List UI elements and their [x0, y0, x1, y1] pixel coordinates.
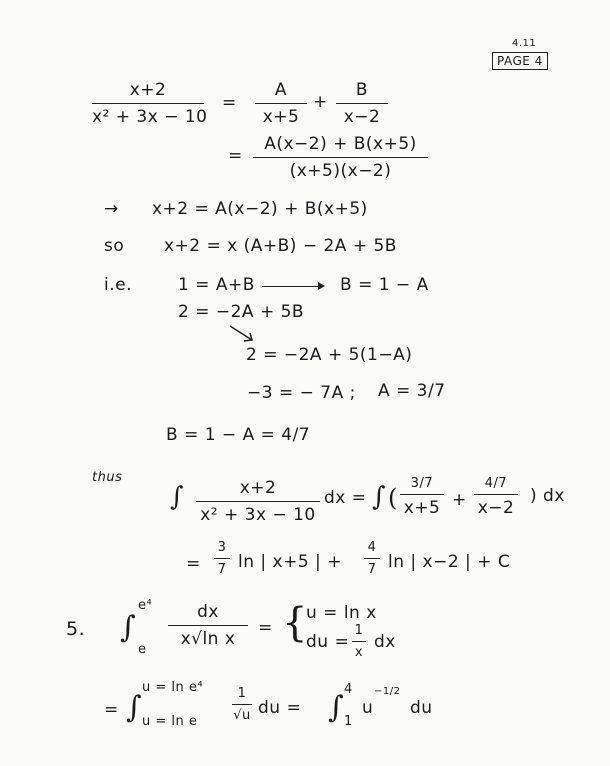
fraction-bar [196, 501, 320, 502]
eq1-b-fraction [336, 80, 388, 127]
so-label: so [104, 236, 125, 256]
eq1-lhs-denominator: x² + 3x − 10 [92, 107, 208, 127]
eq2-fraction [253, 134, 428, 181]
thus-frac2 [474, 476, 518, 518]
eq5-line2: 2 = −2A + 5B [178, 302, 305, 322]
prob5-fraction [168, 602, 248, 649]
arrow-head [318, 282, 325, 290]
eq2-equals: = [228, 146, 243, 166]
eq7-text: B = 1 − A = 4/7 [166, 425, 311, 445]
thus-frac2-numerator: 4/7 [484, 476, 508, 491]
integral-sign: ∫ [126, 690, 143, 725]
final-denominator: √u [233, 708, 251, 723]
result-coef2 [364, 540, 380, 577]
prob5-upper-limit: e⁴ [138, 598, 153, 613]
page-number-small: 4.11 [512, 38, 537, 49]
fraction-bar [214, 558, 230, 559]
final-equals: = [104, 700, 119, 720]
prob5-sub1: u = ln x [306, 603, 377, 623]
integral-sign: ∫ [372, 482, 387, 512]
implies-arrow: → [104, 199, 119, 219]
thus-frac1 [400, 476, 444, 518]
thus-denominator: x² + 3x − 10 [200, 505, 316, 525]
arrow-line [262, 286, 320, 287]
thus-label: thus [92, 470, 123, 485]
eq1-b-numerator: B [355, 80, 369, 100]
thus-frac2-denominator: x−2 [477, 498, 515, 518]
eq1-b-denominator: x−2 [343, 107, 381, 127]
result-coef1-numerator: 3 [217, 540, 227, 555]
result-ln1: ln | x+5 | + [238, 552, 342, 572]
eq1-a-numerator: A [274, 80, 288, 100]
prob5-sub2-fraction [352, 623, 366, 660]
eq6-line2: −3 = − 7A ; [247, 383, 356, 403]
thus-frac1-denominator: x+5 [403, 498, 441, 518]
fraction-bar [253, 157, 428, 158]
fraction-bar [352, 641, 366, 642]
fraction-bar [168, 625, 248, 626]
fraction-bar [336, 103, 388, 104]
left-brace: { [282, 600, 308, 646]
result-coef2-denominator: 7 [367, 562, 377, 577]
final-lower-limit: u = ln e [142, 714, 198, 729]
eq1-a-denominator: x+5 [262, 107, 300, 127]
final-exponent: −1/2 [374, 686, 401, 697]
eq1-a-fraction [255, 80, 307, 127]
final-fraction [232, 686, 252, 723]
prob5-numerator: dx [197, 602, 219, 622]
thus-numerator: x+2 [239, 478, 277, 498]
eq6-line2-rhs: A = 3/7 [378, 381, 446, 401]
final-lower-limit-2: 1 [344, 714, 353, 729]
integral-sign: ∫ [328, 690, 345, 725]
result-equals: = [186, 554, 201, 574]
fraction-bar [364, 558, 380, 559]
thus-dx2: ) dx [530, 486, 565, 506]
eq3-text: x+2 = A(x−2) + B(x+5) [152, 199, 368, 219]
eq2-denominator: (x+5)(x−2) [289, 161, 392, 181]
final-du2: du [410, 698, 433, 718]
page-label-box: PAGE 4 [492, 52, 548, 70]
eq1-lhs-numerator: x+2 [129, 80, 167, 100]
fraction-bar [232, 704, 252, 705]
eq2-numerator: A(x−2) + B(x+5) [264, 134, 417, 154]
thus-integrand-fraction [196, 478, 320, 525]
eq5-line1: 1 = A+B [178, 275, 255, 295]
integral-sign: ∫ [120, 610, 137, 645]
prob5-equals: = [258, 618, 273, 638]
eq4-text: x+2 = x (A+B) − 2A + 5B [164, 236, 397, 256]
prob5-sub2-denominator: x [354, 645, 364, 660]
thus-dx: dx = [324, 488, 367, 508]
diagonal-arrow-icon [228, 324, 258, 346]
prob5-sub2-rhs: dx [374, 632, 396, 652]
eq5-line1-rhs: B = 1 − A [340, 275, 429, 295]
ie-label: i.e. [104, 275, 132, 295]
result-coef1-denominator: 7 [217, 562, 227, 577]
prob5-denominator: x√ln x [180, 629, 236, 649]
prob5-sub2-numerator: 1 [354, 623, 364, 638]
final-du: du = [258, 698, 302, 718]
fraction-bar [400, 494, 444, 495]
final-numerator: 1 [237, 686, 247, 701]
thus-frac1-numerator: 3/7 [410, 476, 434, 491]
result-coef2-numerator: 4 [367, 540, 377, 555]
fraction-bar [474, 494, 518, 495]
result-ln2: ln | x−2 | + C [388, 552, 511, 572]
prob5-sub2-lhs: du = [306, 632, 350, 652]
open-paren: ( [388, 484, 398, 512]
thus-plus: + [452, 490, 467, 510]
prob5-lower-limit: e [138, 642, 147, 657]
problem-number: 5. [66, 618, 86, 640]
eq1-equals: = [222, 93, 237, 113]
fraction-bar [255, 103, 307, 104]
final-upper-limit: u = ln e⁴ [142, 680, 204, 695]
final-upper-limit-2: 4 [344, 682, 353, 697]
fraction-bar [92, 103, 204, 104]
eq6-line1: 2 = −2A + 5(1−A) [246, 345, 413, 365]
eq1-lhs-fraction [92, 80, 208, 127]
integral-sign: ∫ [170, 482, 185, 512]
final-integrand: u [362, 698, 374, 718]
eq1-plus: + [313, 92, 328, 112]
result-coef1 [214, 540, 230, 577]
